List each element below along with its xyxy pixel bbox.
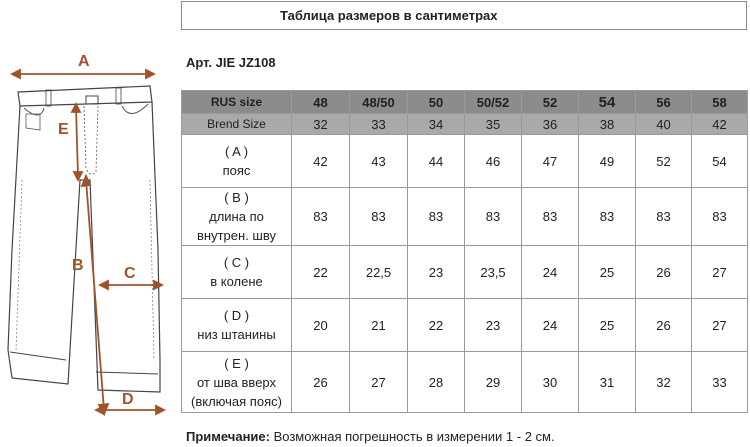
value-cell: 30 bbox=[522, 352, 579, 413]
table-row bbox=[182, 246, 748, 299]
value-cell: 83 bbox=[692, 188, 748, 246]
row-name: длина по bbox=[209, 209, 264, 224]
row-name: от шва вверх bbox=[196, 374, 277, 390]
size-cell: 56 bbox=[636, 91, 692, 114]
value-cell: 83 bbox=[465, 188, 522, 246]
note bbox=[186, 429, 555, 444]
row-name: низ штанины bbox=[197, 327, 276, 342]
value-cell: 31 bbox=[579, 352, 636, 413]
brand-size-cell: 38 bbox=[579, 114, 636, 135]
value-cell: 22 bbox=[292, 246, 350, 299]
value-cell: 33 bbox=[692, 352, 748, 413]
row-code: ( E ) bbox=[224, 355, 249, 371]
brand-size-cell: 34 bbox=[408, 114, 465, 135]
row-label bbox=[182, 188, 292, 246]
value-cell: 27 bbox=[692, 246, 748, 299]
page-title bbox=[181, 1, 747, 30]
brand-size-cell: 35 bbox=[465, 114, 522, 135]
value-cell: 83 bbox=[522, 188, 579, 246]
value-cell: 43 bbox=[350, 135, 408, 188]
value-cell: 83 bbox=[408, 188, 465, 246]
table-row bbox=[182, 352, 748, 413]
jeans-diagram bbox=[0, 40, 180, 430]
value-cell: 83 bbox=[579, 188, 636, 246]
value-cell: 23 bbox=[408, 246, 465, 299]
table-row bbox=[182, 188, 748, 246]
rus-size-row bbox=[182, 91, 748, 114]
row-name: пояс bbox=[222, 163, 251, 178]
label-e: E bbox=[58, 121, 69, 138]
rus-size-label: RUS size bbox=[182, 91, 292, 114]
value-cell: 47 bbox=[522, 135, 579, 188]
brand-size-cell: 32 bbox=[292, 114, 350, 135]
value-cell: 44 bbox=[408, 135, 465, 188]
row-code: ( B ) bbox=[224, 190, 249, 205]
size-cell: 58 bbox=[692, 91, 748, 114]
value-cell: 27 bbox=[692, 299, 748, 352]
value-cell: 26 bbox=[636, 246, 692, 299]
value-cell: 23,5 bbox=[465, 246, 522, 299]
row-name-2: (включая пояс) bbox=[191, 393, 282, 409]
row-code: ( C ) bbox=[223, 255, 250, 270]
value-cell: 24 bbox=[522, 246, 579, 299]
value-cell: 83 bbox=[636, 188, 692, 246]
value-cell: 20 bbox=[292, 299, 350, 352]
value-cell: 22,5 bbox=[350, 246, 408, 299]
value-cell: 25 bbox=[579, 299, 636, 352]
size-table bbox=[181, 90, 748, 413]
size-cell: 48/50 bbox=[350, 91, 408, 114]
brand-size-cell: 33 bbox=[350, 114, 408, 135]
row-name: в колене bbox=[210, 274, 263, 289]
value-cell: 46 bbox=[465, 135, 522, 188]
value-cell: 42 bbox=[292, 135, 350, 188]
value-cell: 28 bbox=[408, 352, 465, 413]
row-label bbox=[182, 352, 292, 413]
label-b: B bbox=[72, 257, 84, 274]
row-label bbox=[182, 299, 292, 352]
value-cell: 25 bbox=[579, 246, 636, 299]
brand-size-cell: 42 bbox=[692, 114, 748, 135]
value-cell: 54 bbox=[692, 135, 748, 188]
brand-size-cell: 40 bbox=[636, 114, 692, 135]
brand-size-label: Brend Size bbox=[182, 114, 292, 135]
value-cell: 49 bbox=[579, 135, 636, 188]
row-label bbox=[182, 246, 292, 299]
row-name-2: внутрен. шву bbox=[197, 228, 276, 243]
value-cell: 24 bbox=[522, 299, 579, 352]
value-cell: 32 bbox=[636, 352, 692, 413]
label-d: D bbox=[122, 391, 134, 408]
size-cell: 50/52 bbox=[465, 91, 522, 114]
value-cell: 52 bbox=[636, 135, 692, 188]
value-cell: 26 bbox=[636, 299, 692, 352]
value-cell: 22 bbox=[408, 299, 465, 352]
row-code: ( A ) bbox=[224, 144, 249, 159]
value-cell: 27 bbox=[350, 352, 408, 413]
table-row bbox=[182, 299, 748, 352]
size-cell: 52 bbox=[522, 91, 579, 114]
value-cell: 23 bbox=[465, 299, 522, 352]
value-cell: 26 bbox=[292, 352, 350, 413]
brand-size-row bbox=[182, 114, 748, 135]
note-label: Примечание: bbox=[186, 429, 270, 444]
row-code: ( D ) bbox=[223, 308, 250, 323]
brand-size-cell: 36 bbox=[522, 114, 579, 135]
value-cell: 21 bbox=[350, 299, 408, 352]
value-cell: 83 bbox=[292, 188, 350, 246]
row-label bbox=[182, 135, 292, 188]
title-text: Таблица размеров в сантиметрах bbox=[280, 8, 498, 23]
value-cell: 29 bbox=[465, 352, 522, 413]
table-row bbox=[182, 135, 748, 188]
size-cell: 50 bbox=[408, 91, 465, 114]
size-cell: 48 bbox=[292, 91, 350, 114]
value-cell: 83 bbox=[350, 188, 408, 246]
size-cell: 54 bbox=[579, 91, 636, 114]
label-a: A bbox=[78, 53, 90, 70]
note-text: Возможная погрешность в измерении 1 - 2 см. bbox=[269, 429, 555, 444]
article-number: Арт. JIE JZ108 bbox=[186, 55, 276, 70]
label-c: C bbox=[124, 265, 136, 282]
